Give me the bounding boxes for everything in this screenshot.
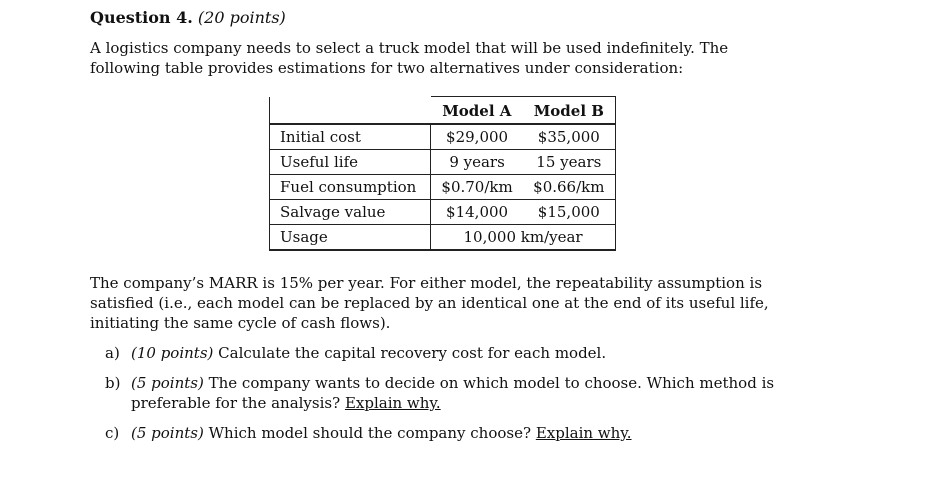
part-text: Which model should the company choose? xyxy=(208,424,532,442)
marr-paragraph: The company’s MARR is 15% per year. For either model, the repeatability assumption is satisfied (i.e., each model can be replaced by an identical one at the end of its useful life, initiating the same cycle of cash flows). xyxy=(90,274,769,332)
model-b-value: 15 years xyxy=(523,150,616,175)
part-b xyxy=(105,373,795,413)
model-a-value: $0.70/km xyxy=(431,175,523,200)
question-label: Question 4. xyxy=(90,8,193,27)
model-a-value: $14,000 xyxy=(431,200,523,225)
part-text: The company wants to decide on which model to choose. Which method is preferable for the analysis? xyxy=(131,374,775,412)
row-label: Fuel consumption xyxy=(270,175,431,200)
part-tail: Explain why. xyxy=(344,394,441,412)
row-label: Salvage value xyxy=(270,200,431,225)
table-row xyxy=(270,150,616,175)
row-label: Usage xyxy=(270,225,431,251)
table-row xyxy=(270,124,616,150)
part-points: (10 points) xyxy=(131,344,214,362)
part-points: (5 points) xyxy=(131,374,204,392)
part-marker: b) xyxy=(105,374,121,392)
table-row xyxy=(270,175,616,200)
table-header-row xyxy=(270,97,616,125)
table-header-model-a: Model A xyxy=(431,97,523,125)
intro-paragraph: A logistics company needs to select a truck model that will be used indefinitely. The following table provides estimations for two alternatives under consideration: xyxy=(90,39,729,77)
part-text: Calculate the capital recovery cost for each model. xyxy=(218,344,607,362)
model-b-value: $0.66/km xyxy=(523,175,616,200)
table-header-model-b: Model B xyxy=(523,97,616,125)
part-marker: c) xyxy=(105,424,120,442)
part-points: (5 points) xyxy=(131,424,204,442)
model-b-value: $35,000 xyxy=(523,124,616,150)
part-a xyxy=(105,343,795,363)
part-marker: a) xyxy=(105,344,120,362)
part-tail: Explain why. xyxy=(535,424,632,442)
model-a-value: 9 years xyxy=(431,150,523,175)
model-a-value: $29,000 xyxy=(431,124,523,150)
row-label: Useful life xyxy=(270,150,431,175)
question-points: (20 points) xyxy=(197,8,286,27)
model-b-value: $15,000 xyxy=(523,200,616,225)
part-c xyxy=(105,423,795,443)
row-label: Initial cost xyxy=(270,124,431,150)
table-header-empty xyxy=(270,97,431,125)
usage-value: 10,000 km/year xyxy=(431,225,616,251)
table-row-usage xyxy=(270,225,616,251)
table-row xyxy=(270,200,616,225)
question-heading xyxy=(90,8,286,28)
estimates-table xyxy=(269,96,616,251)
